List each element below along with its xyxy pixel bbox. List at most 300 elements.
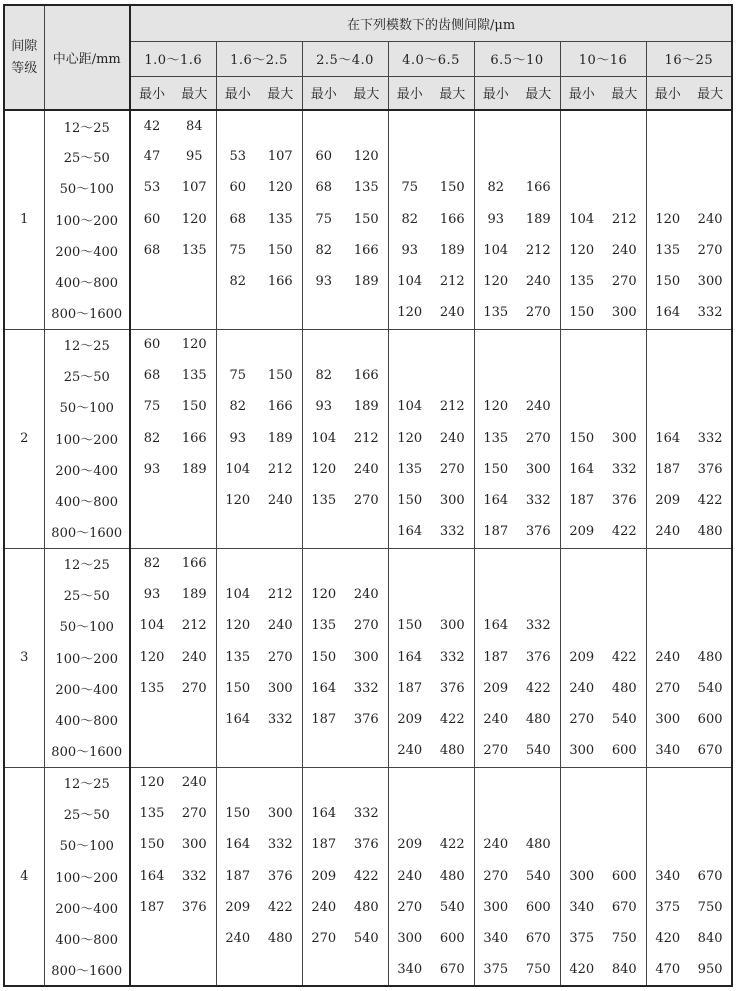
max-value-cell: 480: [689, 641, 732, 673]
min-value-cell: 470: [646, 954, 689, 986]
max-value-cell: [603, 172, 646, 203]
min-value-cell: 82: [487, 180, 505, 195]
max-value-cell: 166: [345, 360, 388, 391]
table-row: [4, 704, 732, 735]
max-value-cell: 480: [431, 860, 474, 892]
max-value-cell: [345, 954, 388, 986]
min-value-cell: [302, 548, 345, 579]
min-value-cell: 209: [483, 681, 509, 696]
center-distance-cell: 100～200: [44, 422, 130, 454]
max-value-cell: 270: [173, 673, 216, 704]
max-value-cell: 270: [603, 266, 646, 297]
max-value-cell: 150: [259, 360, 302, 391]
min-value-cell: [302, 329, 345, 360]
min-value-cell: 187: [474, 516, 517, 548]
max-value-cell: 212: [431, 391, 474, 422]
max-value-cell: 300: [603, 297, 646, 329]
min-value-cell: [560, 391, 603, 422]
max-value-cell: 166: [259, 391, 302, 422]
max-value-cell: [603, 391, 646, 422]
min-value-cell: 120: [388, 297, 431, 329]
min-value-cell: 340: [483, 931, 509, 946]
header-backlash-title: 在下列模数下的齿侧间隙/μm: [130, 5, 732, 41]
center-distance-cell: 50～100: [44, 391, 130, 422]
max-value-cell: 150: [259, 235, 302, 266]
min-value-cell: 240: [646, 516, 689, 548]
max-value-cell: 166: [259, 266, 302, 297]
max-value-cell: 332: [345, 798, 388, 829]
min-value-cell: 75: [229, 243, 247, 258]
max-value-cell: 376: [259, 860, 302, 892]
table-row: [4, 673, 732, 704]
max-value-cell: [431, 798, 474, 829]
min-value-cell: [560, 829, 603, 860]
max-value-cell: 212: [259, 579, 302, 610]
min-value-cell: 164: [225, 712, 251, 727]
max-value-cell: 422: [345, 860, 388, 892]
max-value-cell: 750: [689, 892, 732, 923]
min-value-cell: 135: [311, 493, 337, 508]
max-value-cell: 120: [173, 203, 216, 235]
center-distance-cell: 50～100: [44, 829, 130, 860]
min-value-cell: [388, 579, 431, 610]
min-value-cell: 270: [474, 735, 517, 767]
min-value-cell: 240: [483, 837, 509, 852]
min-value-cell: [130, 485, 173, 516]
max-value-cell: [689, 391, 732, 422]
max-value-cell: [345, 548, 388, 579]
max-value-cell: [345, 735, 388, 767]
min-value-cell: 150: [225, 681, 251, 696]
min-value-cell: 82: [315, 243, 333, 258]
grade-cell: 4: [4, 767, 44, 986]
max-value-cell: 540: [431, 892, 474, 923]
min-value-cell: 150: [397, 618, 423, 633]
min-value-cell: [646, 767, 689, 798]
min-value-cell: [130, 735, 173, 767]
min-value-cell: 209: [397, 712, 423, 727]
max-value-cell: 332: [689, 422, 732, 454]
min-value-cell: 68: [143, 368, 161, 383]
max-value-cell: [603, 329, 646, 360]
header-module: 6.5～10: [474, 41, 560, 76]
max-value-cell: 332: [259, 829, 302, 860]
max-value-cell: 480: [689, 516, 732, 548]
max-value-cell: [603, 110, 646, 141]
max-value-cell: [173, 485, 216, 516]
max-value-cell: 840: [603, 954, 646, 986]
max-value-cell: 240: [345, 579, 388, 610]
header-grade-line2: 等级: [11, 60, 38, 76]
table-row: [4, 454, 732, 485]
table-row: [4, 110, 732, 141]
max-value-cell: 166: [345, 235, 388, 266]
min-value-cell: 150: [397, 493, 423, 508]
min-value-cell: 270: [483, 868, 509, 884]
min-value-cell: 340: [569, 900, 595, 915]
min-value-cell: 135: [474, 297, 517, 329]
header-grade: [4, 5, 44, 110]
table-body: [4, 110, 732, 986]
header-module: 1.6～2.5: [216, 41, 302, 76]
min-value-cell: 420: [560, 954, 603, 986]
min-value-cell: 209: [397, 837, 423, 852]
min-value-cell: 150: [483, 462, 509, 477]
max-value-cell: [689, 610, 732, 641]
min-value-cell: 120: [139, 649, 165, 665]
min-value-cell: [216, 954, 259, 986]
max-value-cell: 189: [345, 266, 388, 297]
max-value-cell: [431, 110, 474, 141]
min-value-cell: [646, 548, 689, 579]
backlash-table-grid: [3, 4, 733, 987]
min-value-cell: 120: [483, 399, 509, 414]
min-value-cell: [560, 548, 603, 579]
min-value-cell: 240: [655, 649, 681, 665]
min-value-cell: 82: [229, 399, 247, 414]
table-row: [4, 579, 732, 610]
max-value-cell: 270: [431, 454, 474, 485]
max-value-cell: [603, 141, 646, 172]
table-row: [4, 422, 732, 454]
min-value-cell: 120: [397, 430, 423, 446]
min-value-cell: 93: [315, 399, 333, 414]
min-value-cell: 120: [311, 587, 337, 602]
min-value-cell: 209: [569, 649, 595, 665]
min-value-cell: 270: [397, 900, 423, 915]
max-value-cell: [689, 110, 732, 141]
min-value-cell: 187: [311, 837, 337, 852]
max-value-cell: 840: [689, 923, 732, 954]
min-value-cell: 187: [225, 868, 251, 884]
max-value-cell: 422: [259, 892, 302, 923]
max-value-cell: 480: [517, 704, 560, 735]
max-value-cell: [689, 579, 732, 610]
max-value-cell: 422: [517, 673, 560, 704]
max-value-cell: 189: [345, 391, 388, 422]
table-row: [4, 829, 732, 860]
min-value-cell: 240: [397, 868, 423, 884]
max-value-cell: 166: [173, 548, 216, 579]
max-value-cell: [173, 297, 216, 329]
header-max: 最大: [259, 76, 302, 110]
min-value-cell: 240: [483, 712, 509, 727]
max-value-cell: 240: [603, 235, 646, 266]
max-value-cell: 300: [689, 266, 732, 297]
max-value-cell: [173, 735, 216, 767]
max-value-cell: 376: [345, 829, 388, 860]
min-value-cell: 82: [315, 368, 333, 383]
min-value-cell: 68: [315, 180, 333, 195]
max-value-cell: [689, 798, 732, 829]
max-value-cell: 540: [345, 923, 388, 954]
min-value-cell: 68: [143, 243, 161, 258]
table-row: [4, 641, 732, 673]
min-value-cell: 150: [655, 274, 681, 289]
center-distance-cell: 200～400: [44, 235, 130, 266]
min-value-cell: 60: [229, 180, 247, 195]
min-value-cell: [560, 110, 603, 141]
max-value-cell: [603, 579, 646, 610]
min-value-cell: 93: [143, 462, 161, 477]
min-value-cell: 187: [397, 681, 423, 696]
min-value-cell: 209: [655, 493, 681, 508]
min-value-cell: [130, 704, 173, 735]
min-value-cell: 164: [311, 806, 337, 821]
grade-cell: 2: [4, 329, 44, 548]
max-value-cell: [431, 548, 474, 579]
max-value-cell: 240: [517, 266, 560, 297]
max-value-cell: [259, 735, 302, 767]
max-value-cell: [431, 329, 474, 360]
min-value-cell: [216, 297, 259, 329]
min-value-cell: 375: [655, 900, 681, 915]
min-value-cell: 75: [143, 399, 161, 414]
max-value-cell: [689, 767, 732, 798]
min-value-cell: 164: [569, 462, 595, 477]
min-value-cell: 82: [401, 211, 419, 227]
center-distance-cell: 800～1600: [44, 954, 130, 986]
max-value-cell: 135: [259, 203, 302, 235]
min-value-cell: [646, 141, 689, 172]
min-value-cell: [560, 360, 603, 391]
center-distance-cell: 12～25: [44, 767, 130, 798]
max-value-cell: [689, 141, 732, 172]
min-value-cell: 164: [311, 681, 337, 696]
header-module: 10～16: [560, 41, 646, 76]
min-value-cell: 187: [655, 462, 681, 477]
center-distance-cell: 12～25: [44, 329, 130, 360]
header-max: 最大: [345, 76, 388, 110]
max-value-cell: 376: [431, 673, 474, 704]
center-distance-cell: 800～1600: [44, 516, 130, 548]
min-value-cell: 93: [315, 274, 333, 289]
center-distance-cell: 100～200: [44, 203, 130, 235]
min-value-cell: 164: [655, 430, 681, 446]
table-row: [4, 892, 732, 923]
table-row: [4, 548, 732, 579]
center-distance-cell: 400～800: [44, 266, 130, 297]
max-value-cell: 332: [517, 485, 560, 516]
max-value-cell: [173, 516, 216, 548]
max-value-cell: 212: [173, 610, 216, 641]
max-value-cell: 300: [431, 485, 474, 516]
min-value-cell: 135: [225, 649, 251, 665]
min-value-cell: [388, 548, 431, 579]
max-value-cell: [517, 329, 560, 360]
header-min: 最小: [388, 76, 431, 110]
min-value-cell: [388, 767, 431, 798]
max-value-cell: 189: [517, 203, 560, 235]
min-value-cell: [388, 141, 431, 172]
min-value-cell: 375: [569, 931, 595, 946]
center-distance-cell: 50～100: [44, 172, 130, 203]
min-value-cell: [130, 923, 173, 954]
min-value-cell: [216, 516, 259, 548]
min-value-cell: 209: [225, 900, 251, 915]
min-value-cell: [646, 829, 689, 860]
min-value-cell: 164: [483, 618, 509, 633]
max-value-cell: 670: [689, 860, 732, 892]
max-value-cell: 670: [517, 923, 560, 954]
header-min: 最小: [474, 76, 517, 110]
min-value-cell: [646, 360, 689, 391]
min-value-cell: 135: [483, 430, 509, 446]
table-row: [4, 235, 732, 266]
max-value-cell: [173, 923, 216, 954]
max-value-cell: 135: [173, 360, 216, 391]
max-value-cell: [259, 329, 302, 360]
min-value-cell: 209: [560, 516, 603, 548]
min-value-cell: 53: [229, 149, 247, 164]
min-value-cell: [130, 266, 173, 297]
min-value-cell: 104: [483, 243, 509, 258]
table-row: [4, 954, 732, 986]
table-row: [4, 203, 732, 235]
min-value-cell: 135: [139, 681, 165, 696]
max-value-cell: [603, 798, 646, 829]
max-value-cell: 240: [173, 767, 216, 798]
max-value-cell: 480: [259, 923, 302, 954]
max-value-cell: 600: [603, 860, 646, 892]
max-value-cell: [431, 360, 474, 391]
header-min: 最小: [302, 76, 345, 110]
max-value-cell: 240: [173, 641, 216, 673]
max-value-cell: 750: [603, 923, 646, 954]
min-value-cell: [646, 798, 689, 829]
header-max: 最大: [689, 76, 732, 110]
min-value-cell: [560, 172, 603, 203]
max-value-cell: [689, 829, 732, 860]
min-value-cell: 42: [143, 118, 161, 134]
min-value-cell: 187: [311, 712, 337, 727]
max-value-cell: 332: [345, 673, 388, 704]
min-value-cell: 240: [225, 931, 251, 946]
header-module: 4.0～6.5: [388, 41, 474, 76]
center-distance-cell: 25～50: [44, 798, 130, 829]
min-value-cell: [130, 516, 173, 548]
min-value-cell: 135: [139, 806, 165, 821]
max-value-cell: 270: [345, 485, 388, 516]
max-value-cell: [259, 516, 302, 548]
min-value-cell: 120: [569, 243, 595, 258]
min-value-cell: [302, 110, 345, 141]
max-value-cell: 670: [689, 735, 732, 767]
min-value-cell: 104: [225, 587, 251, 602]
max-value-cell: 189: [173, 454, 216, 485]
min-value-cell: 375: [474, 954, 517, 986]
table-row: [4, 485, 732, 516]
table-row: [4, 735, 732, 767]
min-value-cell: 300: [655, 712, 681, 727]
min-value-cell: 420: [655, 931, 681, 946]
max-value-cell: 240: [431, 422, 474, 454]
center-distance-cell: 200～400: [44, 673, 130, 704]
min-value-cell: 93: [487, 211, 505, 227]
min-value-cell: [302, 516, 345, 548]
max-value-cell: 540: [689, 673, 732, 704]
min-value-cell: [474, 767, 517, 798]
min-value-cell: [474, 579, 517, 610]
max-value-cell: 332: [431, 641, 474, 673]
center-distance-cell: 800～1600: [44, 735, 130, 767]
min-value-cell: 104: [311, 430, 337, 446]
min-value-cell: 104: [397, 274, 423, 289]
max-value-cell: 750: [517, 954, 560, 986]
min-value-cell: 120: [483, 274, 509, 289]
min-value-cell: 104: [139, 618, 165, 633]
min-value-cell: [216, 735, 259, 767]
max-value-cell: 376: [345, 704, 388, 735]
backlash-table: [3, 4, 731, 986]
table-row: [4, 610, 732, 641]
max-value-cell: 300: [517, 454, 560, 485]
min-value-cell: 82: [143, 430, 161, 446]
max-value-cell: 670: [603, 892, 646, 923]
min-value-cell: 75: [315, 211, 333, 227]
min-value-cell: [560, 579, 603, 610]
max-value-cell: [517, 798, 560, 829]
max-value-cell: 270: [517, 422, 560, 454]
header-min: 最小: [646, 76, 689, 110]
max-value-cell: 270: [259, 641, 302, 673]
center-distance-cell: 25～50: [44, 141, 130, 172]
max-value-cell: [603, 767, 646, 798]
header-grade-line1: 间隙: [11, 38, 38, 54]
max-value-cell: 950: [689, 954, 732, 986]
max-value-cell: 189: [173, 579, 216, 610]
max-value-cell: 300: [345, 641, 388, 673]
min-value-cell: 120: [139, 775, 165, 791]
min-value-cell: [216, 548, 259, 579]
min-value-cell: [474, 110, 517, 141]
max-value-cell: 84: [173, 110, 216, 141]
min-value-cell: 340: [388, 954, 431, 986]
max-value-cell: 166: [173, 422, 216, 454]
min-value-cell: 93: [229, 430, 247, 446]
min-value-cell: 300: [569, 868, 595, 884]
table-row: [4, 141, 732, 172]
max-value-cell: 332: [689, 297, 732, 329]
max-value-cell: [173, 954, 216, 986]
max-value-cell: 376: [689, 454, 732, 485]
min-value-cell: [302, 954, 345, 986]
max-value-cell: 107: [259, 141, 302, 172]
min-value-cell: 135: [569, 274, 595, 289]
header-min: 最小: [560, 76, 603, 110]
min-value-cell: 60: [143, 211, 161, 227]
min-value-cell: [474, 548, 517, 579]
max-value-cell: [517, 141, 560, 172]
max-value-cell: 480: [603, 673, 646, 704]
min-value-cell: 93: [143, 587, 161, 602]
min-value-cell: 187: [139, 900, 165, 915]
header-module: 16～25: [646, 41, 732, 76]
max-value-cell: 422: [603, 641, 646, 673]
min-value-cell: 82: [143, 556, 161, 572]
min-value-cell: 270: [655, 681, 681, 696]
center-distance-cell: 12～25: [44, 548, 130, 579]
min-value-cell: 340: [655, 868, 681, 884]
header-max: 最大: [173, 76, 216, 110]
max-value-cell: 422: [689, 485, 732, 516]
max-value-cell: [517, 548, 560, 579]
min-value-cell: [474, 360, 517, 391]
min-value-cell: [302, 297, 345, 329]
max-value-cell: 212: [259, 454, 302, 485]
min-value-cell: 240: [569, 681, 595, 696]
max-value-cell: [603, 829, 646, 860]
